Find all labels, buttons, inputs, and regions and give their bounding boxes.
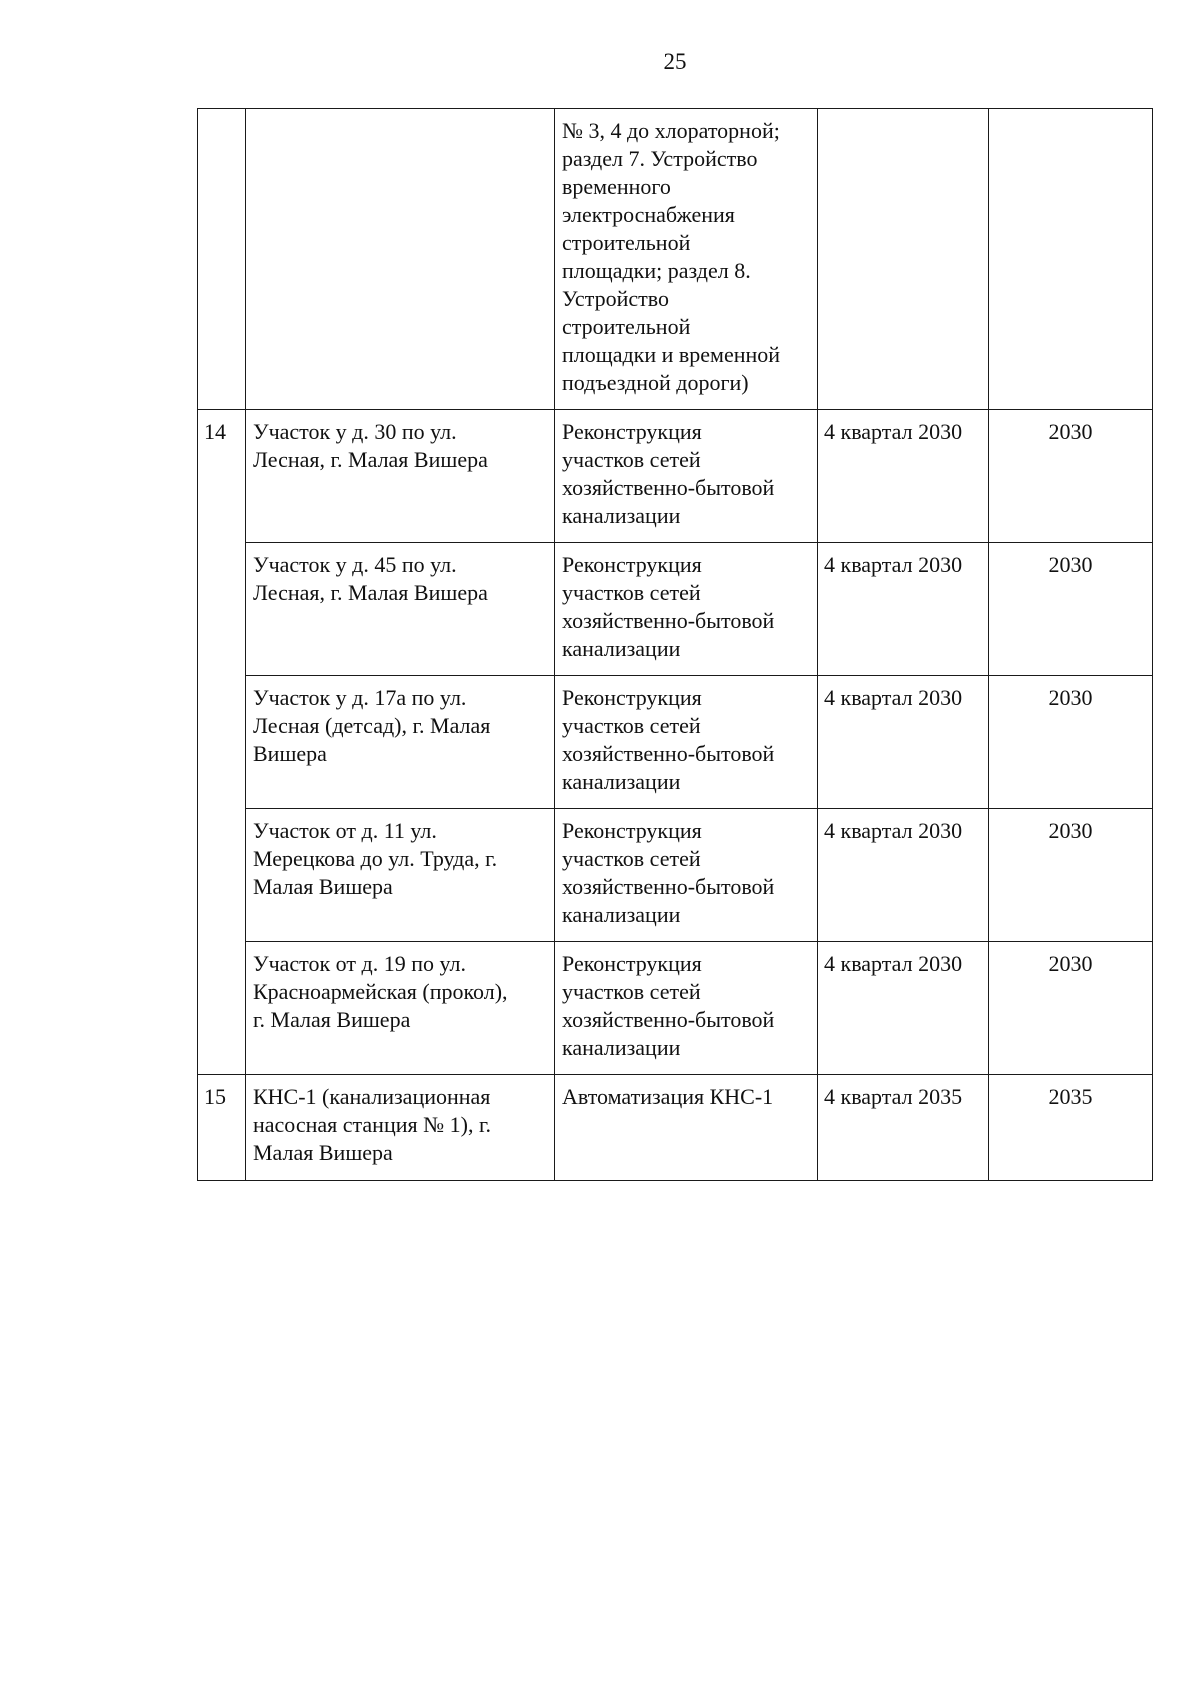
work-description-cell: № 3, 4 до хлораторной; раздел 7. Устройство временного электроснабжения строительной площадки; раздел 8. Устройство строительной площадки и временной подъездной дороги) <box>555 109 818 410</box>
period-cell: 4 квартал 2035 <box>818 1075 989 1181</box>
table-row <box>198 410 1153 543</box>
table-row <box>198 942 1153 1075</box>
row-number-cell <box>198 109 246 410</box>
location-cell: Участок у д. 45 по ул. Лесная, г. Малая Вишера <box>246 543 555 676</box>
year-cell: 2030 <box>989 410 1153 543</box>
table-row <box>198 1075 1153 1181</box>
works-table <box>197 108 1153 1181</box>
location-cell: Участок от д. 19 по ул. Красноармейская (прокол), г. Малая Вишера <box>246 942 555 1075</box>
location-cell: Участок у д. 17а по ул. Лесная (детсад), г. Малая Вишера <box>246 676 555 809</box>
period-cell: 4 квартал 2030 <box>818 942 989 1075</box>
year-cell: 2030 <box>989 543 1153 676</box>
work-description-cell: Реконструкция участков сетей хозяйственно-бытовой канализации <box>555 543 818 676</box>
row-number-cell: 14 <box>198 410 246 543</box>
period-cell <box>818 109 989 410</box>
page-number: 25 <box>663 49 687 74</box>
work-description-cell: Реконструкция участков сетей хозяйственно-бытовой канализации <box>555 676 818 809</box>
work-description-cell: Автоматизация КНС-1 <box>555 1075 818 1181</box>
period-cell: 4 квартал 2030 <box>818 809 989 942</box>
period-cell: 4 квартал 2030 <box>818 676 989 809</box>
location-cell: Участок у д. 30 по ул. Лесная, г. Малая Вишера <box>246 410 555 543</box>
row-number-cell <box>198 809 246 942</box>
location-cell: Участок от д. 11 ул. Мерецкова до ул. Труда, г. Малая Вишера <box>246 809 555 942</box>
table-row <box>198 809 1153 942</box>
row-number-cell <box>198 543 246 676</box>
row-number-cell <box>198 942 246 1075</box>
year-cell: 2035 <box>989 1075 1153 1181</box>
period-cell: 4 квартал 2030 <box>818 410 989 543</box>
table-row <box>198 109 1153 410</box>
table-row <box>198 676 1153 809</box>
table-row <box>198 543 1153 676</box>
location-cell <box>246 109 555 410</box>
row-number-cell: 15 <box>198 1075 246 1181</box>
year-cell <box>989 109 1153 410</box>
row-number-cell <box>198 676 246 809</box>
work-description-cell: Реконструкция участков сетей хозяйственно-бытовой канализации <box>555 809 818 942</box>
year-cell: 2030 <box>989 942 1153 1075</box>
work-description-cell: Реконструкция участков сетей хозяйственно-бытовой канализации <box>555 942 818 1075</box>
work-description-cell: Реконструкция участков сетей хозяйственно-бытовой канализации <box>555 410 818 543</box>
location-cell: КНС-1 (канализационная насосная станция № 1), г. Малая Вишера <box>246 1075 555 1181</box>
period-cell: 4 квартал 2030 <box>818 543 989 676</box>
year-cell: 2030 <box>989 676 1153 809</box>
year-cell: 2030 <box>989 809 1153 942</box>
